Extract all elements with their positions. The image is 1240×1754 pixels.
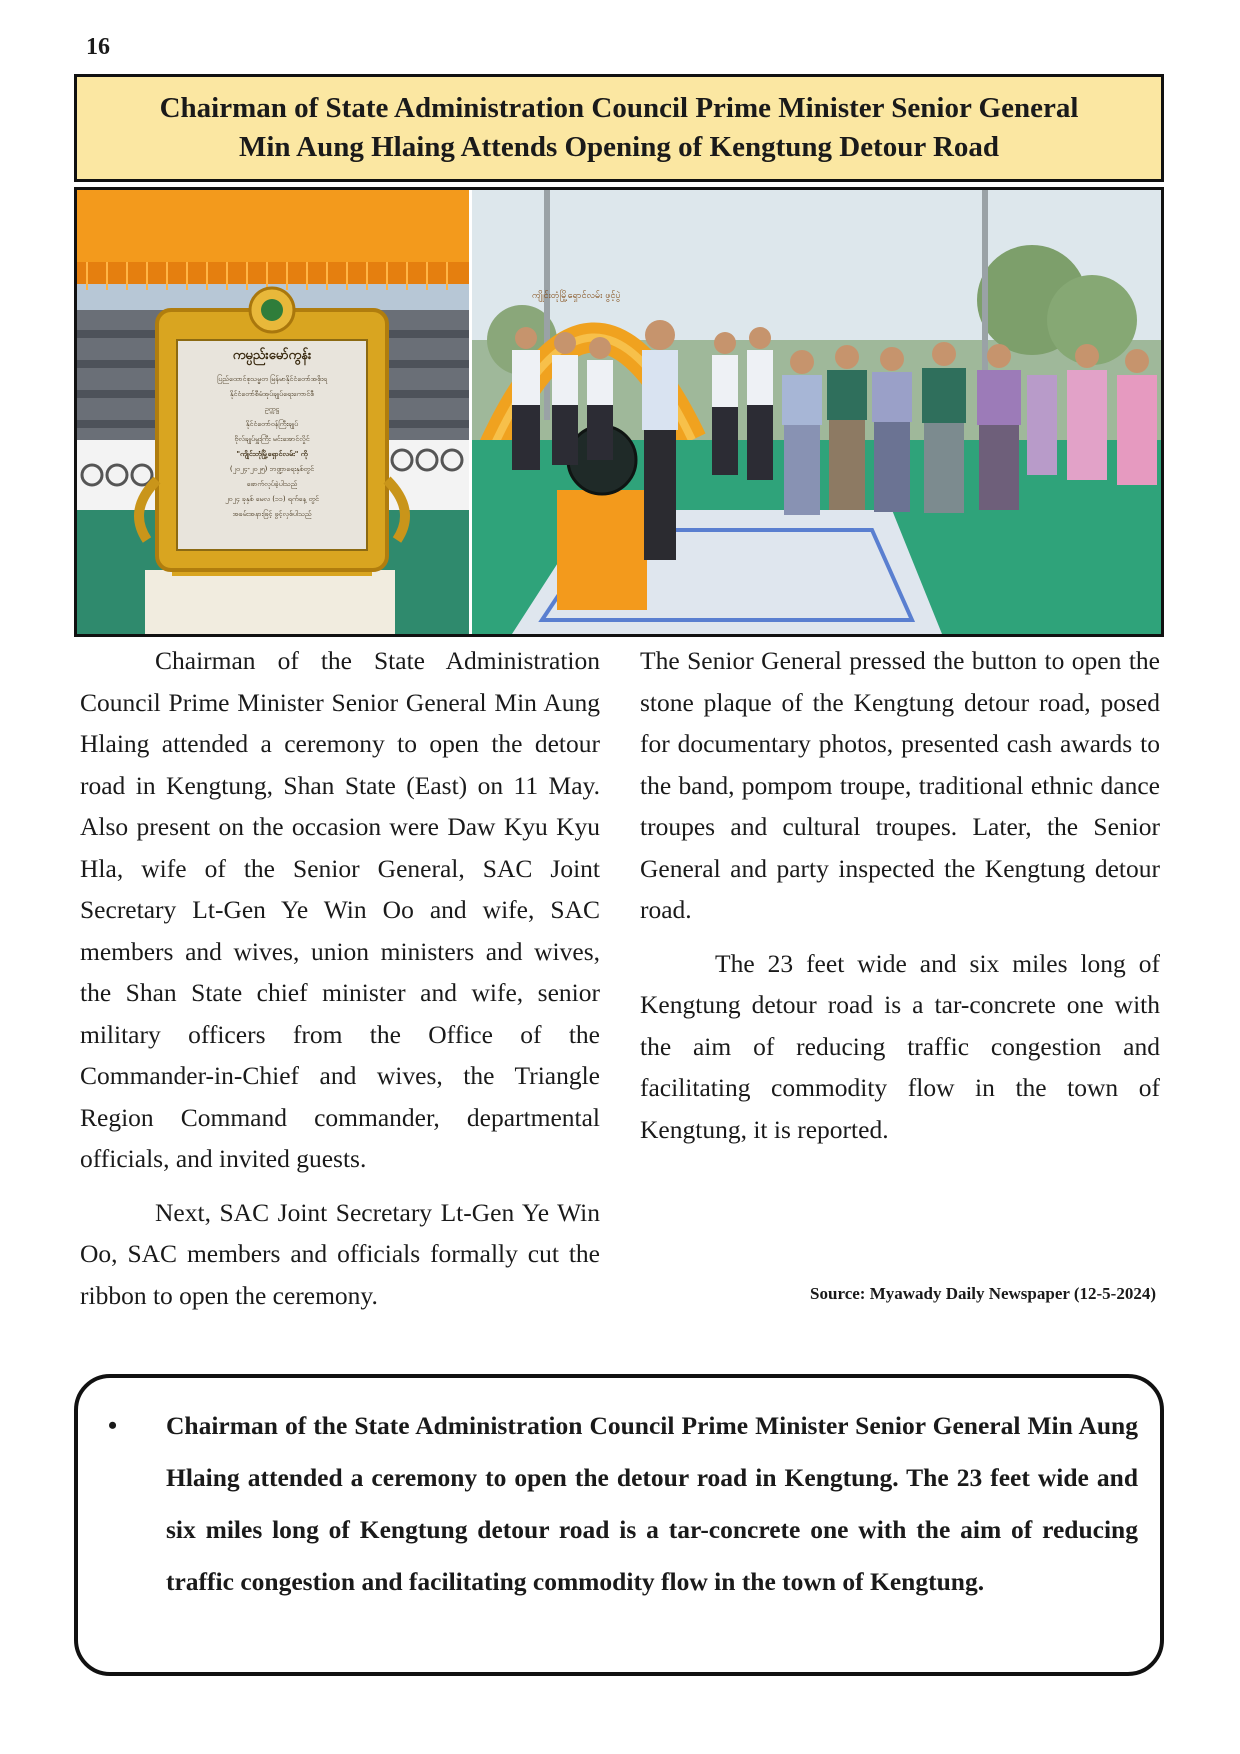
article-title [74, 74, 1164, 182]
article-paragraph: The 23 feet wide and six miles long of Kengtung detour road is a tar-concrete one with the aim of reducing traffic congestion and facilitating commodity flow in the town of Kengtung, it is reported. [640, 948, 1160, 1144]
summary-box [74, 1374, 1164, 1676]
summary-text: Chairman of the State Administration Council Prime Minister Senior General Min Aung Hlaing attended a ceremony to open the detour road in Kengtung. The 23 feet wide and six miles long of Kengtung detour road is a tar-concrete one with the aim of reducing traffic congestion and facilitating commodity flow in the town of Kengtung. [166, 1411, 1138, 1596]
plaque-line: နိုင်ငံတော်စီမံအုပ်ချုပ်ရေးကောင်စီ [229, 390, 315, 398]
summary-item [108, 1400, 1138, 1608]
plaque-photo [77, 190, 472, 634]
plaque-line: ပြည်ထောင်စုသမ္မတ မြန်မာနိုင်ငံတော်အစိုးရ [217, 375, 327, 383]
article-paragraph: Next, SAC Joint Secretary Lt-Gen Ye Win Oo, SAC members and officials formally cut the ribbon to open the ceremony. [80, 1197, 600, 1310]
plaque-line: (၂၀၂၄-၂၀၂၅) ဘဏ္ဍာရေးနှစ်တွင် [229, 465, 315, 473]
article-paragraph: The Senior General pressed the button to open the stone plaque of the Kengtung detour road, posed for documentary photos, presented cash awards to the band, pompom troupe, traditional ethnic dance troupes and cultural troupes. Later, the Senior General and party inspected the Kengtung detour road. [640, 646, 1160, 924]
summary-list [108, 1400, 1138, 1608]
title-line-2: Min Aung Hlaing Attends Opening of Kengtung Detour Road [238, 131, 1000, 163]
bullet-icon: • [108, 1411, 118, 1440]
article-column-left [80, 640, 600, 1328]
ceremony-photo [472, 190, 1161, 634]
ceremony-photo-art [472, 190, 1161, 634]
page-number: 16 [86, 34, 110, 60]
plaque-line: ဗိုလ်ချုပ်မှူးကြီး မင်းအောင်လှိုင် [234, 435, 310, 443]
plaque-text [181, 347, 363, 522]
photo-frame [74, 187, 1164, 637]
plaque-line: ဖောက်လုပ်ခဲ့ပါသည် [246, 480, 298, 488]
title-line-1: Chairman of State Administration Council Prime Minister Senior General [159, 92, 1079, 124]
plaque-line: အခမ်းအနားဖြင့် ဖွင့်လှစ်ပါသည် [232, 510, 312, 518]
arch-text: ကျိုင်းတုံမြို့ရှောင်လမ်း ဖွင့်ပွဲ [532, 291, 621, 301]
article-column-right [640, 640, 1160, 1162]
plaque-line: "ကျိုင်းတုံမြို့ရှောင်လမ်း" ကို [236, 450, 308, 458]
plaque-line: ၂၀၂၄ ခုနှစ် မေလ (၁၁) ရက်နေ့ တွင် [224, 495, 320, 503]
source-credit: Source: Myawady Daily Newspaper (12-5-2024) [810, 1284, 1156, 1303]
plaque-line: ဥက္ကဋ္ဌ [264, 405, 280, 413]
plaque-header: ကမ္ပည်းမော်ကွန်း [232, 348, 312, 363]
plaque-line: နိုင်ငံတော်ဝန်ကြီးချုပ် [245, 420, 299, 428]
article-paragraph: Chairman of the State Administration Council Prime Minister Senior General Min Aung Hlaing attended a ceremony to open the detour road in Kengtung, Shan State (East) on 11 May. Also present on the occasion were Daw Kyu Kyu Hla, wife of the Senior General, SAC Joint Secretary Lt-Gen Ye Win Oo and wife, SAC members and wives, union ministers and wives, the Shan State chief minister and wife, senior military officers from the Office of the Commander-in-Chief and wives, the Triangle Region Command commander, departmental officials, and invited guests. [80, 646, 600, 1173]
